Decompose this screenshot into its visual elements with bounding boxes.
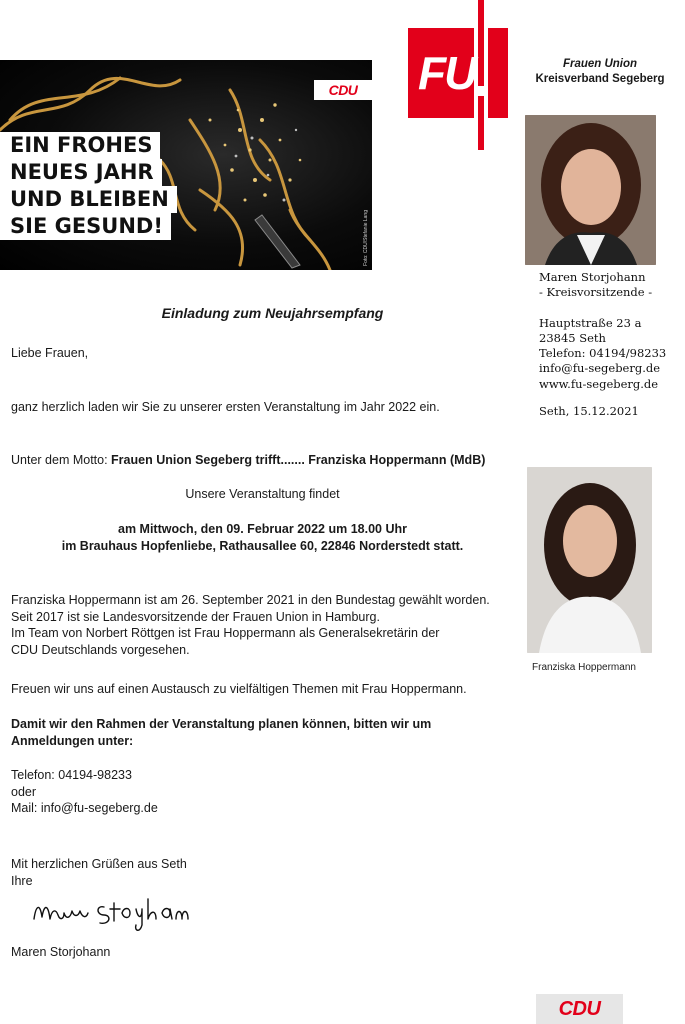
guest-photo <box>527 467 652 653</box>
sender-city: 23845 Seth <box>539 330 606 345</box>
sender-name: Maren Storjohann <box>539 270 646 284</box>
contact-block <box>11 767 158 817</box>
contact-phone: Telefon: 04194-98233 <box>11 768 132 782</box>
cdu-tag: CDU <box>314 80 372 100</box>
contact-or: oder <box>11 784 37 799</box>
banner-headline <box>0 132 177 240</box>
fu-logo <box>408 0 520 150</box>
handwritten-signature <box>30 895 190 940</box>
registration-line-1: Damit wir den Rahmen der Veranstaltung planen können, bitten wir um <box>11 717 432 731</box>
closing-line-1: Mit herzlichen Grüßen aus Seth <box>11 857 187 871</box>
registration-paragraph <box>11 716 526 749</box>
motto-prefix: Unter dem Motto: <box>11 453 112 467</box>
bio-line: Seit 2017 ist sie Landesvorsitzende der Frauen Union in Hamburg. <box>11 609 380 624</box>
signature-name: Maren Storjohann <box>11 945 111 959</box>
event-place: im Brauhaus Hopfenliebe, Rathausallee 60, 22846 Norderstedt statt. <box>61 539 464 553</box>
bio-line: CDU Deutschlands vorgesehen. <box>11 642 190 657</box>
closing-block <box>11 856 187 889</box>
banner-line: UND BLEIBEN <box>0 186 177 213</box>
contact-mail[interactable]: Mail: info@fu-segeberg.de <box>11 801 158 815</box>
banner-line: EIN FROHES <box>0 132 160 159</box>
sender-street: Hauptstraße 23 a <box>539 315 642 330</box>
motto-line <box>11 452 485 469</box>
salutation: Liebe Frauen, <box>11 346 89 360</box>
sender-photo <box>525 115 656 265</box>
event-intro: Unsere Veranstaltung findet <box>185 487 340 501</box>
sender-email[interactable]: info@fu-segeberg.de <box>539 361 661 376</box>
sender-website[interactable]: www.fu-segeberg.de <box>539 376 659 391</box>
sender-role: - Kreisvorsitzende - <box>539 285 653 300</box>
bio-line: Im Team von Norbert Röttgen ist Frau Hoppermann als Generalsekretärin der <box>11 626 440 640</box>
banner-line: NEUES JAHR <box>0 159 162 186</box>
banner-line: SIE GESUND! <box>0 213 171 240</box>
letter-title: Einladung zum Neujahrsempfang <box>161 305 384 321</box>
sender-block <box>539 270 674 419</box>
event-date: am Mittwoch, den 09. Februar 2022 um 18.00 Uhr <box>118 522 407 536</box>
intro-paragraph: ganz herzlich laden wir Sie zu unserer ersten Veranstaltung im Jahr 2022 ein. <box>11 400 440 414</box>
motto-text: Frauen Union Segeberg trifft....... Franziska Hoppermann (MdB) <box>111 453 486 467</box>
guest-photo-caption: Franziska Hoppermann <box>532 662 636 673</box>
organisation-name <box>525 57 675 87</box>
fu-logo-text: FU <box>418 47 476 99</box>
letter-date: Seth, 15.12.2021 <box>539 404 639 419</box>
photo-credit: Foto: CDU/Stefanie Lang <box>363 210 369 266</box>
bio-line: Franziska Hoppermann ist am 26. September 2021 in den Bundestag gewählt worden. <box>11 593 490 607</box>
org-line-1: Frauen Union <box>562 58 638 70</box>
outlook-paragraph: Freuen wir uns auf einen Austausch zu vielfältigen Themen mit Frau Hoppermann. <box>11 682 467 696</box>
sender-phone: Telefon: 04194/98233 <box>539 346 667 361</box>
closing-line-2: Ihre <box>11 873 33 888</box>
new-year-banner <box>0 60 372 270</box>
bio-paragraph <box>11 592 526 658</box>
registration-line-2: Anmeldungen unter: <box>11 733 134 748</box>
cdu-footer-logo: CDU <box>536 994 623 1024</box>
org-line-2: Kreisverband Segeberg <box>535 73 665 85</box>
